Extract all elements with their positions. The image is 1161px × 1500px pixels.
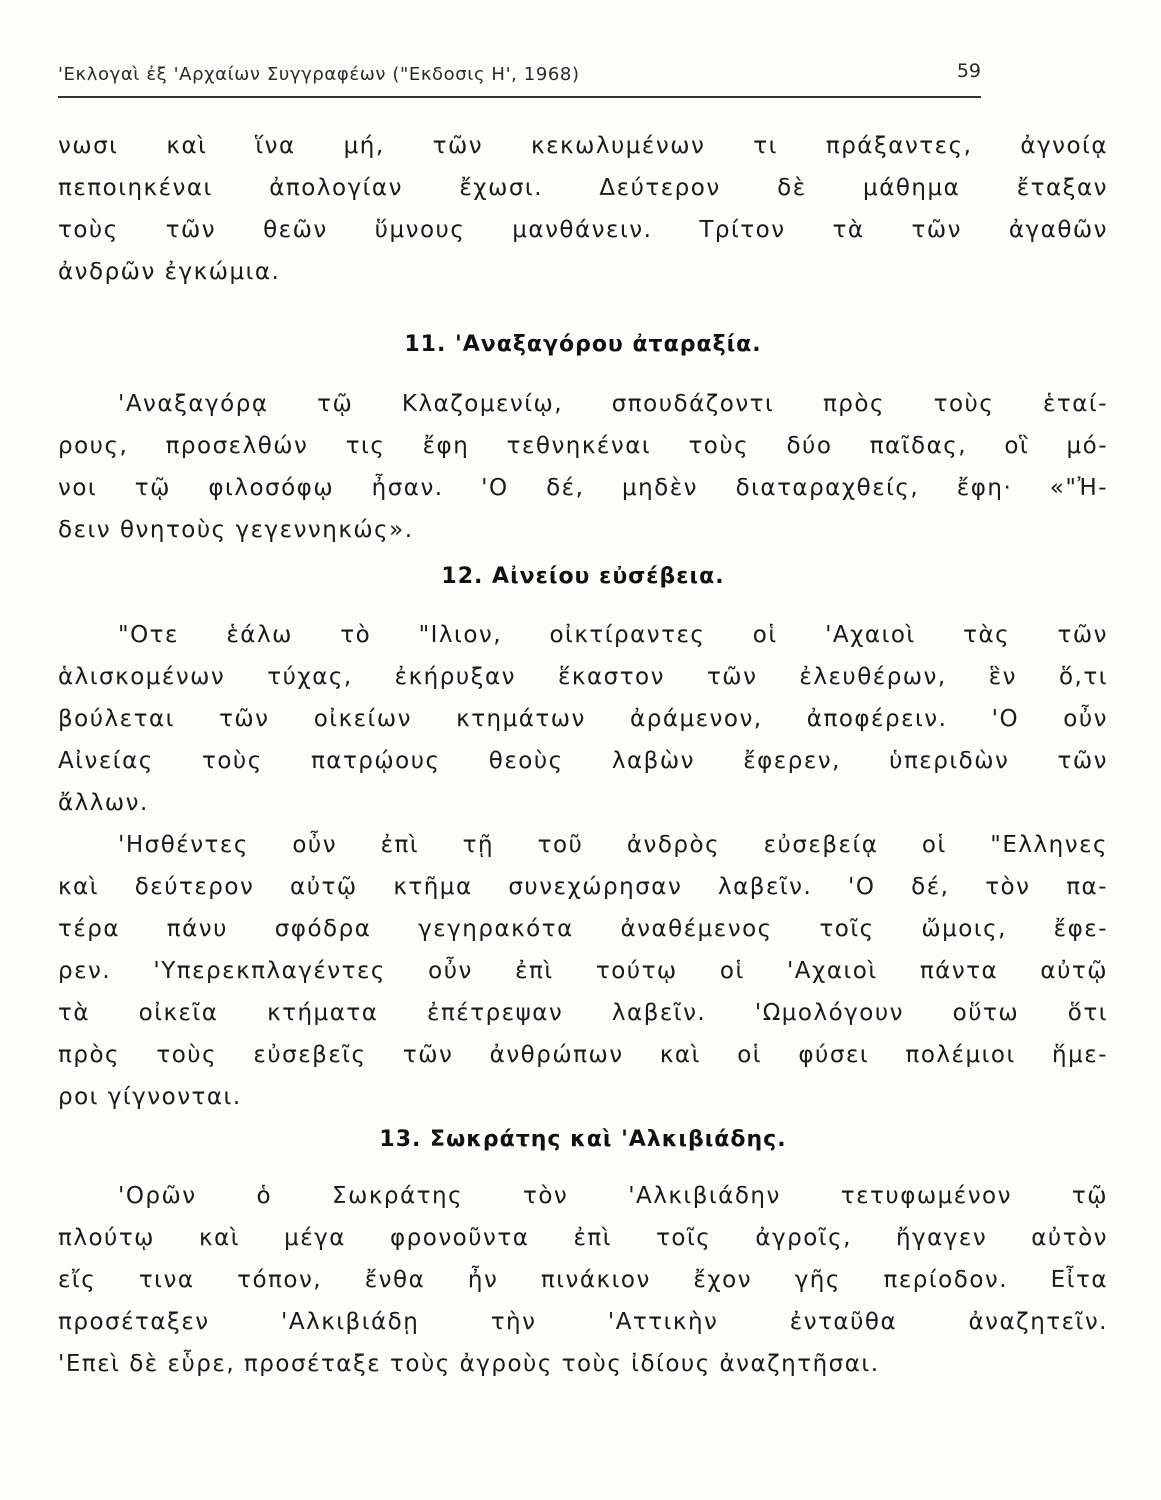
running-header bbox=[58, 60, 981, 98]
section-12-text bbox=[58, 614, 1108, 1118]
text-line: 'Ησθέντες οὖν ἐπὶ τῇ τοῦ ἀνδρὸς εὐσεβείᾳ οἱ "Ελληνες bbox=[118, 832, 1108, 858]
section-heading-13: 13. Σωκράτης καὶ 'Αλκιβιάδης. bbox=[379, 1127, 787, 1152]
text-line: ρεν. 'Υπερεκπλαγέντες οὖν ἐπὶ τούτῳ οἱ 'Αχαιοὶ πάντα αὐτῷ bbox=[58, 958, 1108, 984]
text-line: πρὸς τοὺς εὐσεβεῖς τῶν ἀνθρώπων καὶ οἱ φύσει πολέμιοι ἥμε- bbox=[58, 1042, 1108, 1068]
text-line: 'Επεὶ δὲ εὗρε, προσέταξε τοὺς ἀγροὺς τοὺς ἰδίους ἀναζητῆσαι. bbox=[58, 1351, 880, 1377]
text-line: ἀνδρῶν ἐγκώμια. bbox=[58, 259, 281, 285]
text-line: ρους, προσελθών τις ἔφη τεθνηκέναι τοὺς δύο παῖδας, οἳ μό- bbox=[58, 433, 1108, 459]
text-line: τὰ οἰκεῖα κτήματα ἐπέτρεψαν λαβεῖν. 'Ωμολόγουν οὕτω ὅτι bbox=[58, 1000, 1108, 1026]
text-line: βούλεται τῶν οἰκείων κτημάτων ἀράμενον, ἀποφέρειν. 'Ο οὖν bbox=[58, 706, 1108, 732]
section-heading-11: 11. 'Αναξαγόρου ἀταραξία. bbox=[404, 332, 762, 357]
text-line: προσέταξεν 'Αλκιβιάδῃ τὴν 'Αττικὴν ἐνταῦθα ἀναζητεῖν. bbox=[58, 1309, 1108, 1335]
text-line: νοι τῷ φιλοσόφῳ ἦσαν. 'Ο δέ, μηδὲν διαταραχθείς, ἔφη· «"Ἠ- bbox=[58, 475, 1108, 501]
text-line: Αἰνείας τοὺς πατρῴους θεοὺς λαβὼν ἔφερεν, ὑπεριδὼν τῶν bbox=[58, 748, 1108, 774]
text-line: τοὺς τῶν θεῶν ὕμνους μανθάνειν. Τρίτον τὰ τῶν ἀγαθῶν bbox=[58, 217, 1108, 243]
text-line: 'Ορῶν ὁ Σωκράτης τὸν 'Αλκιβιάδην τετυφωμένον τῷ bbox=[118, 1183, 1108, 1209]
page-number: 59 bbox=[956, 60, 981, 82]
text-line: καὶ δεύτερον αὐτῷ κτῆμα συνεχώρησαν λαβεῖν. 'Ο δέ, τὸν πα- bbox=[58, 874, 1108, 900]
running-title: 'Εκλογαὶ ἐξ 'Αρχαίων Συγγραφέων ("Εκδοσις Η', 1968) bbox=[58, 64, 580, 85]
text-line: πλούτῳ καὶ μέγα φρονοῦντα ἐπὶ τοῖς ἀγροῖς, ἤγαγεν αὐτὸν bbox=[58, 1225, 1108, 1251]
text-line: τέρα πάνυ σφόδρα γεγηρακότα ἀναθέμενος τοῖς ὤμοις, ἔφε- bbox=[58, 916, 1108, 942]
text-line: ροι γίγνονται. bbox=[58, 1084, 242, 1110]
intro-paragraph bbox=[58, 125, 1108, 293]
section-11-text bbox=[58, 383, 1108, 551]
section-13-text bbox=[58, 1175, 1108, 1385]
text-line: πεποιηκέναι ἀπολογίαν ἔχωσι. Δεύτερον δὲ μάθημα ἔταξαν bbox=[58, 175, 1108, 201]
section-heading-12: 12. Αἰνείου εὐσέβεια. bbox=[441, 564, 725, 589]
text-line: "Οτε ἑάλω τὸ "Ιλιον, οἰκτίραντες οἱ 'Αχαιοὶ τὰς τῶν bbox=[118, 622, 1108, 648]
text-line: εἴς τινα τόπον, ἔνθα ἦν πινάκιον ἔχον γῆς περίοδον. Εἶτα bbox=[58, 1267, 1108, 1293]
text-line: ἁλισκομένων τύχας, ἐκήρυξαν ἕκαστον τῶν ἐλευθέρων, ἓν ὅ,τι bbox=[58, 664, 1108, 690]
text-line: ἄλλων. bbox=[58, 790, 149, 816]
text-line: νωσι καὶ ἵνα μή, τῶν κεκωλυμένων τι πράξαντες, ἀγνοίᾳ bbox=[58, 133, 1108, 159]
text-line: 'Αναξαγόρᾳ τῷ Κλαζομενίῳ, σπουδάζοντι πρὸς τοὺς ἑταί- bbox=[118, 391, 1108, 417]
text-line: δειν θνητοὺς γεγεννηκώς». bbox=[58, 517, 414, 543]
